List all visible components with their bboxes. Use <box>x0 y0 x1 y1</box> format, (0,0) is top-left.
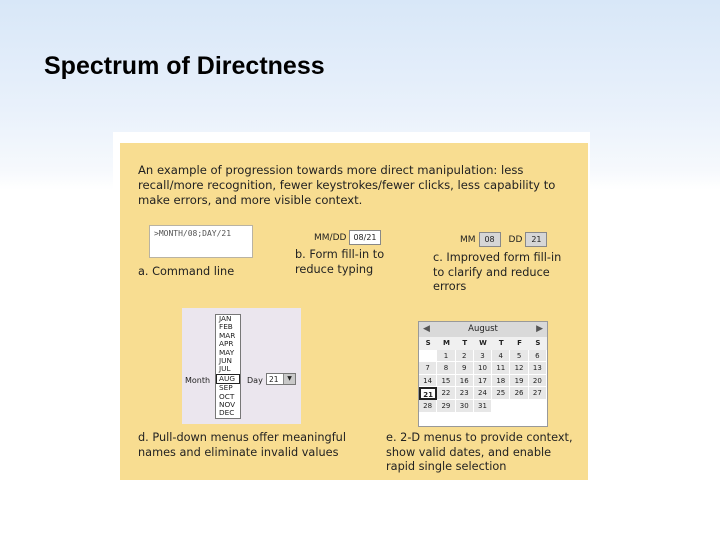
calendar-empty-cell <box>529 400 547 413</box>
weekday-label: S <box>419 337 437 350</box>
month-option[interactable]: JUN <box>219 356 232 366</box>
form-fill-in-c <box>460 232 547 247</box>
dd-field[interactable]: 21 <box>525 232 547 247</box>
day-value: 21 <box>269 375 279 384</box>
calendar-day[interactable]: 11 <box>492 362 510 375</box>
chevron-right-icon[interactable]: ▶ <box>536 324 543 334</box>
weekday-label: W <box>474 337 492 350</box>
calendar-empty-cell <box>419 350 437 363</box>
calendar-day[interactable]: 17 <box>474 375 492 388</box>
month-option[interactable]: MAR <box>219 330 236 340</box>
calendar-day[interactable]: 3 <box>474 350 492 363</box>
weekday-label: S <box>529 337 547 350</box>
chevron-down-icon[interactable]: ▼ <box>283 374 295 384</box>
month-option[interactable]: OCT <box>219 391 235 401</box>
weekday-label: M <box>437 337 455 350</box>
month-option[interactable]: APR <box>219 339 234 349</box>
month-option[interactable]: SEP <box>219 383 233 393</box>
month-dropdown-list[interactable] <box>215 314 241 419</box>
calendar-day[interactable]: 12 <box>510 362 528 375</box>
calendar-day[interactable]: 28 <box>419 400 437 413</box>
month-option[interactable]: JAN <box>219 314 232 323</box>
dd-label: DD <box>508 234 523 245</box>
weekday-label: F <box>510 337 528 350</box>
caption-e: e. 2-D menus to provide context, show valid dates, and enable rapid single selection <box>386 431 573 473</box>
calendar-day[interactable]: 1 <box>437 350 455 363</box>
calendar-day[interactable]: 4 <box>492 350 510 363</box>
month-option[interactable]: AUG <box>216 374 240 384</box>
month-label: Month <box>185 376 211 385</box>
month-option[interactable]: NOV <box>219 400 236 410</box>
calendar-day[interactable]: 7 <box>419 362 437 375</box>
calendar-day[interactable]: 10 <box>474 362 492 375</box>
month-option[interactable]: MAY <box>219 347 235 357</box>
calendar-day[interactable]: 6 <box>529 350 547 363</box>
calendar-day[interactable]: 13 <box>529 362 547 375</box>
weekday-label: T <box>492 337 510 350</box>
slide-title: Spectrum of Directness <box>44 52 325 80</box>
chevron-left-icon[interactable]: ◀ <box>423 324 430 334</box>
month-option[interactable]: DEC <box>219 408 235 418</box>
calendar-day[interactable]: 23 <box>456 387 474 400</box>
day-dropdown[interactable] <box>266 373 296 385</box>
caption-a: a. Command line <box>138 265 235 278</box>
calendar-day[interactable]: 8 <box>437 362 455 375</box>
calendar-day[interactable]: 2 <box>456 350 474 363</box>
calendar-day[interactable]: 16 <box>456 375 474 388</box>
calendar-day[interactable]: 29 <box>437 400 455 413</box>
pull-down-panel <box>182 308 301 424</box>
calendar-day[interactable]: 22 <box>437 387 455 400</box>
caption-c: c. Improved form fill-in to clarify and reduce errors <box>433 251 562 293</box>
calendar-day[interactable]: 25 <box>492 387 510 400</box>
calendar-header <box>419 322 547 337</box>
weekday-label: T <box>456 337 474 350</box>
calendar-day[interactable]: 21 <box>419 387 437 400</box>
caption-d: d. Pull-down menus offer meaningful names and eliminate invalid values <box>138 431 346 459</box>
calendar-grid <box>419 337 547 413</box>
mmdd-label: MM/DD <box>314 232 347 243</box>
calendar-day[interactable]: 26 <box>510 387 528 400</box>
calendar-day[interactable]: 14 <box>419 375 437 388</box>
calendar-empty-cell <box>510 400 528 413</box>
calendar-day[interactable]: 18 <box>492 375 510 388</box>
calendar-day[interactable]: 5 <box>510 350 528 363</box>
mmdd-field[interactable]: 08/21 <box>349 230 380 245</box>
directness-figure <box>120 143 588 480</box>
caption-b: b. Form fill-in to reduce typing <box>295 248 385 276</box>
calendar-day[interactable]: 31 <box>474 400 492 413</box>
command-line-input[interactable]: >MONTH/08;DAY/21 <box>149 225 253 258</box>
calendar-day[interactable]: 9 <box>456 362 474 375</box>
calendar-day[interactable]: 27 <box>529 387 547 400</box>
month-option[interactable]: FEB <box>219 322 233 332</box>
calendar-day[interactable]: 30 <box>456 400 474 413</box>
calendar-day[interactable]: 15 <box>437 375 455 388</box>
mm-label: MM <box>460 234 476 245</box>
day-label: Day <box>247 376 263 385</box>
calendar-empty-cell <box>492 400 510 413</box>
calendar-day[interactable]: 20 <box>529 375 547 388</box>
mm-field[interactable]: 08 <box>479 232 501 247</box>
month-option[interactable]: JUL <box>219 364 231 374</box>
calendar-widget <box>418 321 548 427</box>
calendar-day[interactable]: 24 <box>474 387 492 400</box>
calendar-month: August <box>468 324 498 334</box>
figure-intro: An example of progression towards more direct manipulation: less recall/more recognition, fewer keystrokes/fewer clicks, less capability to make errors, and more visible context. <box>138 163 556 207</box>
form-fill-in-b <box>314 230 381 245</box>
calendar-day[interactable]: 19 <box>510 375 528 388</box>
